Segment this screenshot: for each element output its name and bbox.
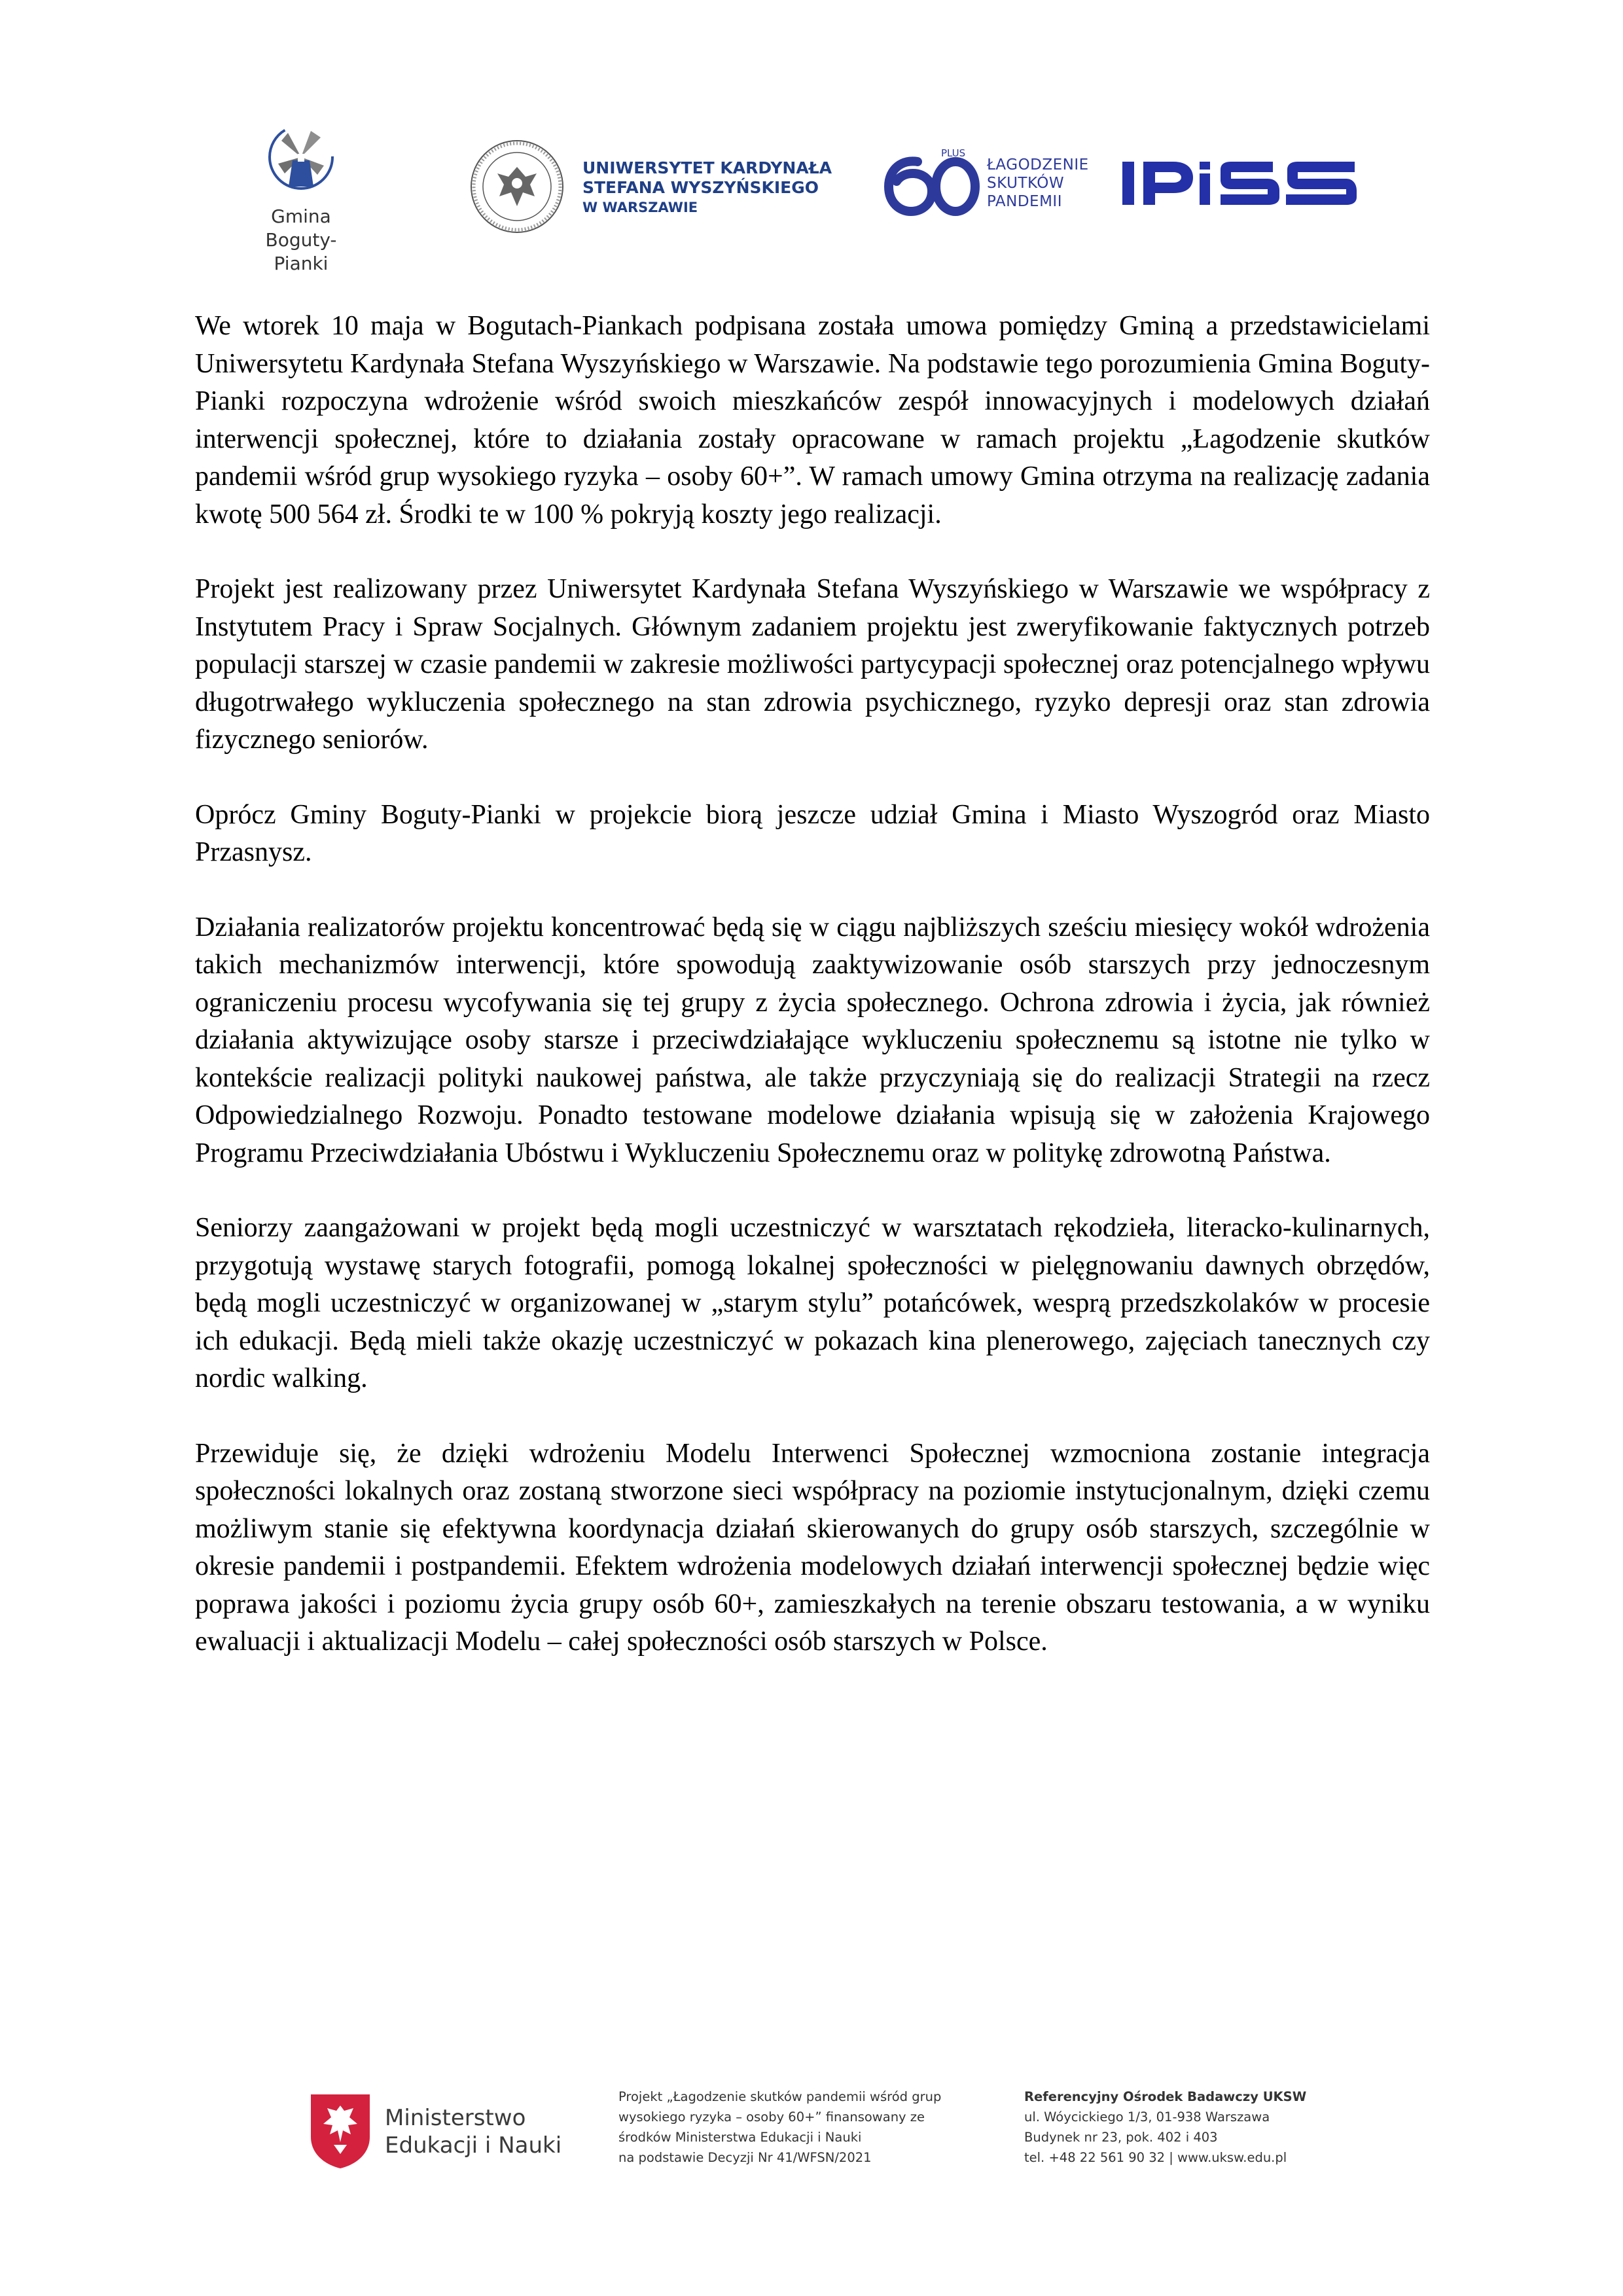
project-note-line3: środków Ministerstwa Edukacji i Nauki: [618, 2130, 862, 2145]
research-center-contact: [1024, 2087, 1391, 2168]
research-center-title: Referencyjny Ośrodek Badawczy UKSW: [1024, 2089, 1307, 2104]
project-logo: [877, 147, 1093, 219]
paragraph-5: Seniorzy zaangażowani w projekt będą mogli uczestniczyć w warsztatach rękodzieła, literacko-kulinarnych, przygotują wystawę starych fotografii, pomogą lokalnej społeczności w pielęgnowaniu dawnych obrzędów, będą mogli uczestniczyć w organizowanej w „starym stylu” potańcówek, wesprą przedszkolaków w procesie ich edukacji. Będą mieli także okazję uczestniczyć w pokazach kina plenerowego, zajęciach tanecznych czy nordic walking.: [195, 1213, 1430, 1393]
gmina-logo: [245, 121, 357, 274]
research-center-phone-web: tel. +48 22 561 90 32 | www.uksw.edu.pl: [1024, 2150, 1287, 2165]
paragraph-4: Działania realizatorów projektu koncentrować będą się w ciągu najbliższych sześciu miesięcy wokół wdrożenia takich mechanizmów interwencji, które spowodują zaaktywizowanie osób starszych przy jednoczesnym ograniczeniu procesu wycofywania się tej grupy z życia społecznego. Ochrona zdrowia i życia, jak również działania aktywizujące osoby starsze i przeciwdziałające wykluczeniu społecznemu są istotne nie tylko w kontekście realizacji polityki naukowej państwa, ale także przyczyniają się do realizacji Strategii na rzecz Odpowiedzialnego Rozwoju. Ponadto testowane modelowe działania wpisują się w założenia Krajowego Programu Przeciwdziałania Ubóstwu i Wykluczeniu Społecznemu oraz w politykę zdrowotną Państwa.: [195, 912, 1430, 1168]
research-center-building: Budynek nr 23, pok. 402 i 403: [1024, 2130, 1218, 2145]
project-logo-badge: PLUS: [941, 147, 966, 159]
document-body: [195, 308, 1430, 1698]
ipiss-logo: [1122, 154, 1358, 213]
university-logo-line2: STEFANA WYSZYŃSKIEGO: [582, 178, 819, 197]
paragraph-1: We wtorek 10 maja w Bogutach-Piankach podpisana została umowa pomiędzy Gminą a przedstawicielami Uniwersytetu Kardynała Stefana Wyszyńskiego w Warszawie. Na podstawie tego porozumienia Gmina Boguty-Pianki rozpoczyna wdrożenie wśród swoich mieszkańców zespół innowacyjnych i modelowych działań interwencji społecznej, które to działania zostały opracowane w ramach projektu „Łagodzenie skutków pandemii wśród grup wysokiego ryzyka – osoby 60+”. W ramach umowy Gmina otrzyma na realizację zadania kwotę 500 564 zł. Środki te w 100 % pokryją koszty jego realizacji.: [195, 311, 1430, 529]
ministry-logo: [308, 2091, 562, 2176]
project-note-line2: wysokiego ryzyka – osoby 60+” finansowany ze: [618, 2109, 925, 2125]
gmina-logo-line2: Boguty-Pianki: [265, 229, 337, 274]
paragraph-6: Przewiduje się, że dzięki wdrożeniu Modelu Interwenci Społecznej wzmocniona zostanie integracja społeczności lokalnych oraz zostaną stworzone sieci współpracy na poziomie instytucjonalnym, dzięki czemu możliwym stanie się efektywna koordynacja działań skierowanych do grupy osób starszych, szczególnie w okresie pandemii i postpandemii. Efektem wdrożenia modelowych działań interwencji społecznej będzie więc poprawa jakości i poziomu życia grupy osób 60+, zamieszkałych na terenie obszaru testowania, a w wyniku ewaluacji i aktualizacji Modelu – całej społeczności osób starszych w Polsce.: [195, 1438, 1430, 1657]
project-note-line4: na podstawie Decyzji Nr 41/WFSN/2021: [618, 2150, 872, 2165]
research-center-address: ul. Wóycickiego 1/3, 01-938 Warszawa: [1024, 2109, 1270, 2125]
ipiss-icon: [1122, 154, 1358, 213]
gmina-logo-line1: Gmina: [271, 206, 331, 227]
ministry-line2: Edukacji i Nauki: [385, 2132, 562, 2159]
sixty-plus-icon: [877, 147, 982, 219]
university-logo: [468, 137, 834, 236]
paragraph-3: Oprócz Gminy Boguty-Pianki w projekcie biorą jeszcze udział Gmina i Miasto Wyszogród oraz Miasto Przasnysz.: [195, 799, 1430, 867]
university-seal-icon: [468, 137, 566, 236]
project-note-line1: Projekt „Łagodzenie skutków pandemii wśród grup: [618, 2089, 942, 2104]
paragraph-2: Projekt jest realizowany przez Uniwersytet Kardynała Stefana Wyszyńskiego w Warszawie we współpracy z Instytutem Pracy i Spraw Socjalnych. Głównym zadaniem projektu jest zweryfikowanie faktycznych potrzeb populacji starszej w czasie pandemii w zakresie możliwości partycypacji społecznej oraz potencjalnego wpływu długotrwałego wykluczenia społecznego na stan zdrowia psychicznego, ryzyko depresji oraz stan zdrowia fizycznego seniorów.: [195, 574, 1430, 755]
project-funding-note: [618, 2087, 1011, 2168]
project-logo-line3: PANDEMII: [987, 193, 1062, 210]
polish-eagle-emblem-icon: [308, 2091, 373, 2170]
ministry-line1: Ministerstwo: [385, 2105, 526, 2131]
project-logo-line2: SKUTKÓW: [987, 175, 1065, 192]
university-logo-line3: W WARSZAWIE: [582, 200, 698, 215]
university-logo-line1: UNIWERSYTET KARDYNAŁA: [582, 158, 832, 177]
project-logo-line1: ŁAGODZENIE: [987, 156, 1089, 173]
windmill-icon: [265, 121, 337, 193]
